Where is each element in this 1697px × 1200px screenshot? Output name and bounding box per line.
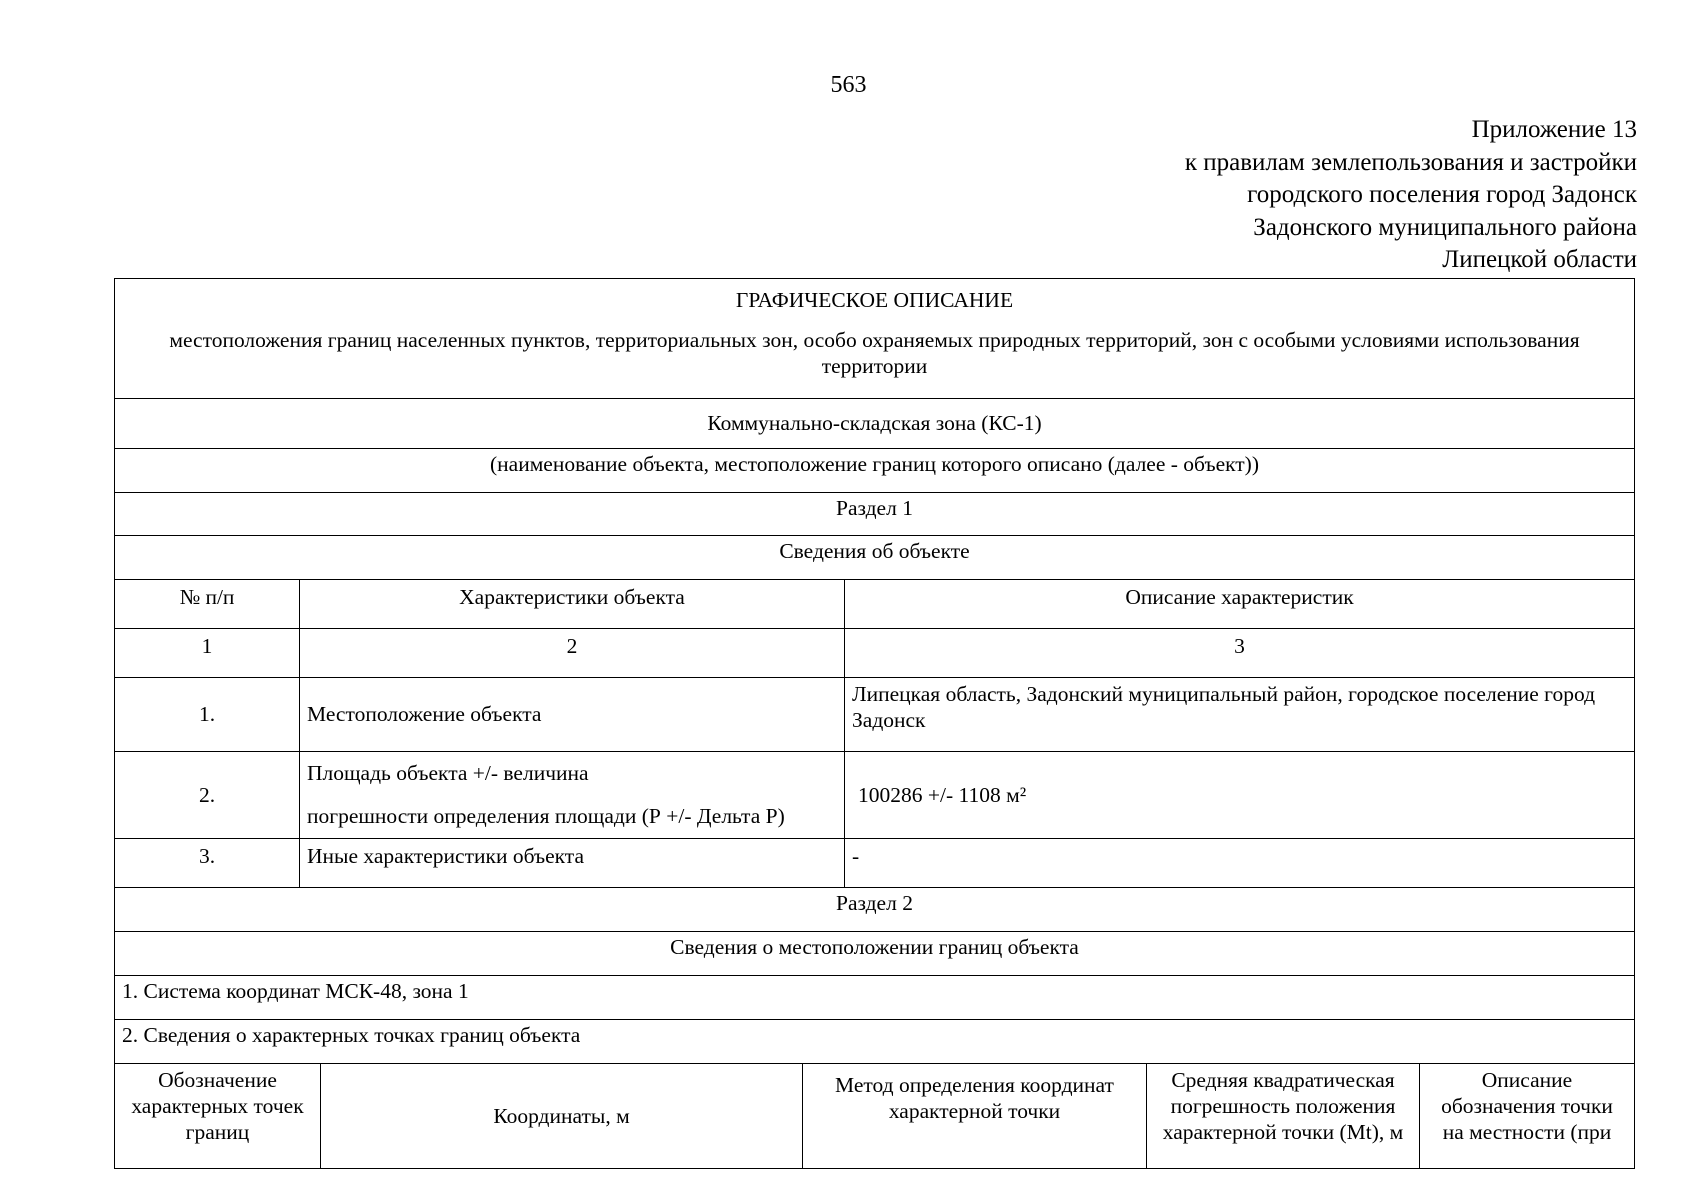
appendix-line: городского поселения город Задонск [1247,181,1637,208]
column-number: 3 [845,629,1635,678]
section2-title: Сведения о местоположении границ объекта [114,932,1635,976]
appendix-line: Задонского муниципального района [1253,213,1637,241]
points-table [114,1064,1635,1169]
table-row [115,752,1635,839]
doc-title: ГРАФИЧЕСКОЕ ОПИСАНИЕ [735,288,1014,312]
points-header-row [115,1064,1635,1169]
header-cell: Характеристики объекта [300,580,845,629]
header-cell: № п/п [115,580,300,629]
header-line: характерной точки (Mt), м [1162,1120,1404,1144]
coordinate-system: 1. Система координат МСК-48, зона 1 [114,976,1635,1020]
appendix-header [1185,114,1637,277]
section1-title: Сведения об объекте [114,536,1635,580]
header-line: обозначения точки [1441,1094,1613,1118]
header-line: границ [185,1120,250,1144]
header-line: Обозначение [158,1068,277,1092]
table-row [115,678,1635,752]
points-header-error [1147,1064,1420,1169]
header-cell: Описание характеристик [845,580,1635,629]
header-line: на местности (при [1442,1120,1612,1144]
appendix-line: к правилам землепользования и застройки [1184,148,1637,176]
points-header-coordinates: Координаты, м [321,1064,803,1169]
object-name: Коммунально-складская зона (КС-1) [114,399,1635,449]
row-number: 1. [115,678,300,752]
points-header-description [1420,1064,1635,1169]
header-line: Метод определения координат [835,1073,1114,1097]
header-line: характерных точек [131,1094,304,1118]
row-number: 3. [115,839,300,888]
table-header-row [115,580,1635,629]
object-info-table [114,580,1635,888]
row-description: Липецкая область, Задонский муниципальный район, городское поселение город Задонск [845,678,1635,752]
title-block [114,278,1635,399]
column-number-row [115,629,1635,678]
area-value: 100286 +/- 1108 м² [845,752,1635,839]
characteristic-line: погрешности определения площади (Р +/- Дельта Р) [307,804,785,828]
column-number: 2 [300,629,845,678]
row-characteristic: Иные характеристики объекта [300,839,845,888]
object-caption: (наименование объекта, местоположение границ которого описано (далее - объект)) [114,449,1635,493]
header-line: характерной точки [888,1099,1061,1123]
column-number: 1 [115,629,300,678]
appendix-line: Приложение 13 [1471,116,1637,143]
characteristic-line: Площадь объекта +/- величина [307,761,589,785]
table-row [115,839,1635,888]
points-header-method [803,1064,1147,1169]
row-description: - [845,839,1635,888]
doc-subtitle: местоположения границ населенных пунктов, территориальных зон, особо охраняемых природных территорий, зон с особыми условиями использования территории [169,328,1580,378]
section1-label: Раздел 1 [114,493,1635,536]
document-form [114,278,1635,1169]
row-characteristic [300,752,845,839]
header-line: Описание [1481,1068,1573,1092]
row-number: 2. [115,752,300,839]
points-header-designation [115,1064,321,1169]
points-caption: 2. Сведения о характерных точках границ объекта [114,1020,1635,1064]
row-characteristic: Местоположение объекта [300,678,845,752]
section2-label: Раздел 2 [114,888,1635,932]
header-line: погрешность положения [1170,1094,1396,1118]
page-number: 563 [830,72,867,98]
header-line: Средняя квадратическая [1171,1068,1395,1092]
appendix-line: Липецкой области [1442,246,1637,273]
